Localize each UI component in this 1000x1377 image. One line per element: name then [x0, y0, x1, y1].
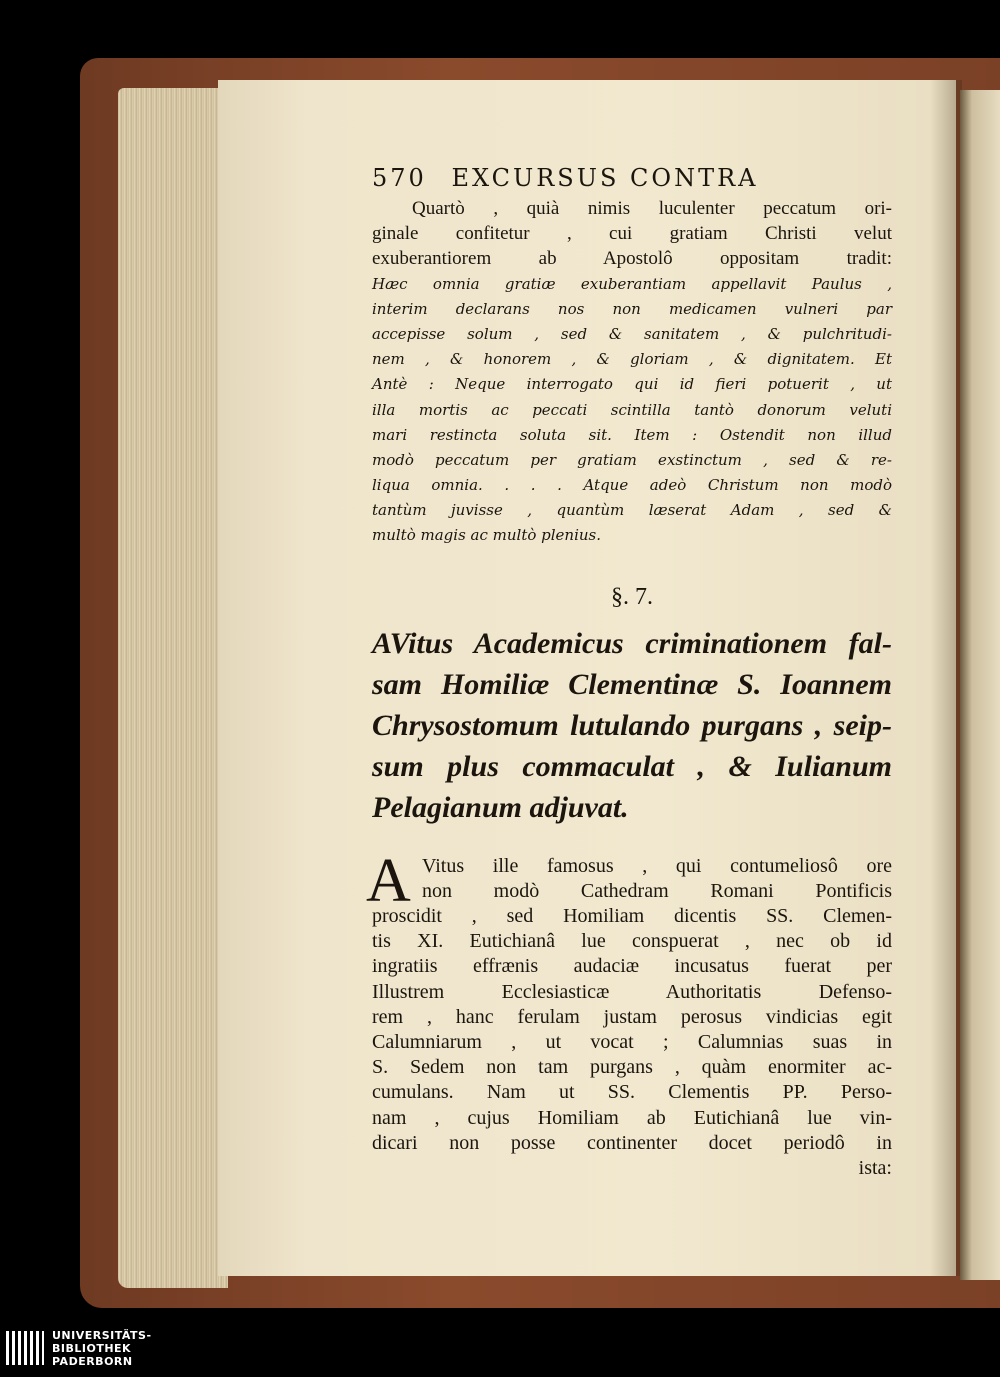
text-line: S. Sedem non tam purgans , quàm enormiter ac-	[372, 1056, 892, 1079]
title-line: sum plus commaculat , & Iulianum	[372, 749, 892, 783]
text-line: Illustrem Ecclesiasticæ Authoritatis Defenso-	[372, 980, 892, 1003]
text-line: proscidit , sed Homiliam dicentis SS. Clemen-	[372, 905, 892, 927]
page-number: 570	[372, 164, 427, 192]
quote-line: Antè : Neque interrogato qui id fieri potuerit , ut	[372, 375, 892, 394]
text-line: Quartò , quià nimis luculenter peccatum ori-	[412, 198, 892, 219]
facing-page-edge	[960, 90, 1000, 1280]
quote-line: liqua omnia. . . . Atque adeò Christum non modò	[372, 476, 892, 495]
quote-line: modò peccatum per gratiam exstinctum , sed & re-	[372, 450, 892, 469]
gutter-shadow	[930, 80, 962, 1276]
text-line: tis XI. Eutichianâ lue conspuerat , nec ob id	[372, 930, 892, 953]
page-block-edge	[118, 88, 228, 1288]
running-title: EXCURSUS CONTRA	[451, 164, 759, 192]
quote-line: illa mortis ac peccati scintilla tantò donorum veluti	[372, 400, 892, 419]
text-line: Calumniarum , ut vocat ; Calumnias suas in	[372, 1030, 892, 1053]
library-logo-icon	[6, 1331, 44, 1365]
paragraph-1	[372, 196, 892, 549]
quote-line: mari restincta soluta sit. Item : Ostendit non illud	[372, 425, 892, 444]
title-line: Pelagianum adjuvat.	[372, 790, 629, 824]
page-text	[366, 160, 892, 1181]
text-line: non modò Cathedram Romani Pontificis	[422, 879, 892, 902]
text-line: Vitus ille famosus , qui contumeliosô ore	[422, 854, 892, 877]
drop-capital: A	[366, 846, 411, 915]
paragraph-2	[366, 846, 892, 1181]
text-line: ingratiis effrænis audaciæ incusatus fuerat per	[372, 955, 892, 978]
section-title	[372, 623, 892, 828]
logo-line: UNIVERSITÄTS-	[52, 1329, 152, 1342]
quote-line: Hæc omnia gratiæ exuberantiam appellavit Paulus ,	[372, 274, 892, 293]
text-line: dicari non posse continenter docet periodô in	[372, 1131, 892, 1154]
text-line: rem , hanc ferulam justam perosus vindicias egit	[372, 1005, 892, 1028]
title-line: AVitus Academicus criminationem fal-	[372, 626, 892, 660]
quote-line: nem , & honorem , & gloriam , & dignitatem. Et	[372, 350, 892, 369]
quote-line: multò magis ac multò plenius.	[372, 526, 602, 545]
title-line: sam Homiliæ Clementinæ S. Ioannem	[372, 667, 892, 701]
section-number: §. 7.	[611, 583, 653, 610]
text-line: cumulans. Nam ut SS. Clementis PP. Perso-	[372, 1081, 892, 1104]
text-line: ginale confitetur , cui gratiam Christi velut	[372, 223, 892, 245]
logo-line: PADERBORN	[52, 1355, 133, 1368]
catchword: ista:	[858, 1156, 892, 1179]
library-logo-text	[52, 1329, 152, 1368]
quote-line: accepisse solum , sed & sanitatem , & pulchritudi-	[372, 324, 892, 343]
library-footer	[0, 1320, 1000, 1377]
logo-line: BIBLIOTHEK	[52, 1342, 132, 1355]
quote-line: interim declarans nos non medicamen vulneri par	[372, 299, 892, 318]
quote-line: tantùm juvisse , quantùm læserat Adam , sed &	[372, 501, 892, 520]
title-line: Chrysostomum lutulando purgans , seip-	[372, 708, 892, 742]
running-header	[372, 160, 892, 196]
text-line: nam , cujus Homiliam ab Eutichianâ lue vin-	[372, 1106, 892, 1129]
text-line: exuberantiorem ab Apostolô oppositam tradit:	[372, 248, 892, 270]
